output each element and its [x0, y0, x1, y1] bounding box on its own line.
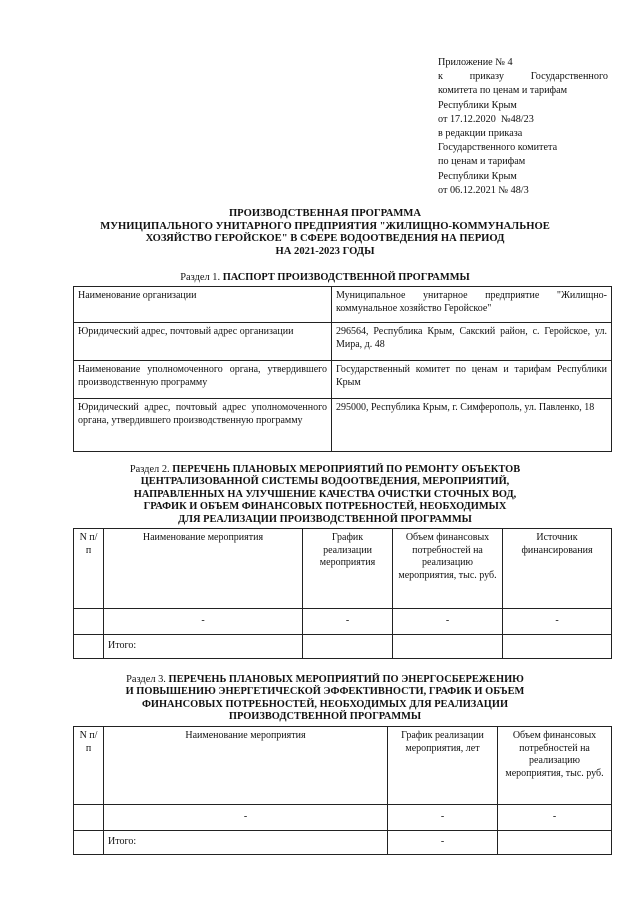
- header-cell: График реализации мероприятия, лет: [388, 727, 498, 805]
- table-cell: -: [503, 609, 612, 635]
- appendix-line: Приложение № 4: [438, 57, 513, 68]
- header-cell: График реализации мероприятия: [303, 529, 393, 609]
- section3-title: [40, 674, 610, 724]
- appendix-line: Республики Крым: [438, 99, 517, 111]
- appendix-line: Республики Крым: [438, 170, 517, 182]
- table-cell: [74, 635, 104, 659]
- appendix-line-justified: [438, 70, 608, 84]
- passport-label: Юридический адрес, почтовый адрес организации: [74, 323, 332, 361]
- appendix-line: от 06.12.2021 № 48/3: [438, 184, 529, 196]
- appendix-line: от 17.12.2020 №48/23: [438, 113, 534, 125]
- energy-measures-table: [73, 726, 612, 855]
- title-line: ХОЗЯЙСТВО ГЕРОЙСКОЕ" В СФЕРЕ ВОДООТВЕДЕНИЯ НА ПЕРИОД: [145, 233, 505, 245]
- table-cell: -: [498, 805, 612, 831]
- appendix-line: по ценам и тарифам: [438, 156, 526, 168]
- appendix-word: к: [438, 71, 443, 83]
- appendix-word: Государственного: [530, 71, 608, 83]
- document-title: [40, 208, 610, 258]
- table-header-row: [74, 727, 612, 805]
- table-total-row: [74, 635, 612, 659]
- table-row: [74, 399, 612, 452]
- total-value: -: [388, 831, 498, 855]
- section1-prefix: Раздел 1.: [180, 272, 221, 283]
- table-row: [74, 287, 612, 323]
- section1-heading: ПАСПОРТ ПРОИЗВОДСТВЕННОЙ ПРОГРАММЫ: [222, 272, 470, 283]
- total-label: Итого:: [104, 831, 388, 855]
- table-cell: [303, 635, 393, 659]
- appendix-line: в редакции приказа: [438, 128, 523, 140]
- table-cell: -: [388, 805, 498, 831]
- table-row: [74, 805, 612, 831]
- header-cell: N п/п: [74, 529, 104, 609]
- table-cell: -: [104, 805, 388, 831]
- header-cell: N п/п: [74, 727, 104, 805]
- section2-prefix: Раздел 2.: [129, 464, 170, 475]
- table-row: [74, 323, 612, 361]
- section1-title: [40, 272, 610, 284]
- table-cell: [74, 831, 104, 855]
- section3-title-line: ПРОИЗВОДСТВЕННОЙ ПРОГРАММЫ: [228, 711, 422, 723]
- appendix-word: приказу: [469, 71, 504, 83]
- table-cell: -: [104, 609, 303, 635]
- section3-heading: ПЕРЕЧЕНЬ ПЛАНОВЫХ МЕРОПРИЯТИЙ ПО ЭНЕРГОСБЕРЕЖЕНИЮ: [168, 674, 524, 685]
- section2-title-line: НАПРАВЛЕННЫХ НА УЛУЧШЕНИЕ КАЧЕСТВА ОЧИСТКИ СТОЧНЫХ ВОД,: [133, 488, 517, 500]
- section3-title-line: ФИНАНСОВЫХ ПОТРЕБНОСТЕЙ, НЕОБХОДИМЫХ ДЛЯ РЕАЛИЗАЦИИ: [141, 698, 509, 710]
- section3-title-line: [40, 674, 610, 686]
- table-row: [74, 361, 612, 399]
- section2-title-line: ГРАФИК И ОБЪЕМ ФИНАНСОВЫХ ПОТРЕБНОСТЕЙ, НЕОБХОДИМЫХ: [143, 501, 507, 513]
- section3-title-line: И ПОВЫШЕНИЮ ЭНЕРГЕТИЧЕСКОЙ ЭФФЕКТИВНОСТИ, ГРАФИК И ОБЪЕМ: [125, 686, 525, 698]
- table-total-row: [74, 831, 612, 855]
- passport-value: 295000, Республика Крым, г. Симферополь, ул. Павленко, 18: [332, 399, 612, 452]
- section3-prefix: Раздел 3.: [126, 674, 166, 685]
- appendix-line: Государственного комитета: [438, 142, 558, 154]
- passport-value: 296564, Республика Крым, Сакский район, с. Геройское, ул. Мира, д. 48: [332, 323, 612, 361]
- passport-value: Государственный комитет по ценам и тарифам Республики Крым: [332, 361, 612, 399]
- header-cell: Наименование мероприятия: [104, 727, 388, 805]
- section2-title: [40, 464, 610, 526]
- passport-label: Юридический адрес, почтовый адрес уполномоченного органа, утвердившего производственную программу: [74, 399, 332, 452]
- table-cell: [74, 805, 104, 831]
- repair-measures-table: [73, 528, 612, 659]
- passport-label: Наименование уполномоченного органа, утвердившего производственную программу: [74, 361, 332, 399]
- table-cell: -: [393, 609, 503, 635]
- title-line: ПРОИЗВОДСТВЕННАЯ ПРОГРАММА: [228, 208, 422, 219]
- header-cell: Объем финансовых потребностей на реализацию мероприятия, тыс. руб.: [393, 529, 503, 609]
- passport-table: [73, 286, 612, 452]
- table-cell: [503, 635, 612, 659]
- table-header-row: [74, 529, 612, 609]
- section2-title-line: [40, 464, 610, 476]
- passport-label: Наименование организации: [74, 287, 332, 323]
- table-cell: [393, 635, 503, 659]
- table-cell: [498, 831, 612, 855]
- total-label: Итого:: [104, 635, 303, 659]
- title-line: МУНИЦИПАЛЬНОГО УНИТАРНОГО ПРЕДПРИЯТИЯ "ЖИЛИЩНО-КОММУНАЛЬНОЕ: [100, 220, 550, 232]
- table-cell: -: [303, 609, 393, 635]
- header-cell: Наименование мероприятия: [104, 529, 303, 609]
- header-cell: Объем финансовых потребностей на реализацию мероприятия, тыс. руб.: [498, 727, 612, 805]
- section2-title-line: ЦЕНТРАЛИЗОВАННОЙ СИСТЕМЫ ВОДООТВЕДЕНИЯ, МЕРОПРИЯТИЙ,: [140, 476, 510, 488]
- header-cell: Источник финансирования: [503, 529, 612, 609]
- table-row: [74, 609, 612, 635]
- passport-value: Муниципальное унитарное предприятие "Жилищно-коммунальное хозяйство Геройское": [332, 287, 612, 323]
- appendix-line: комитета по ценам и тарифам: [438, 85, 568, 97]
- appendix-block: [438, 56, 608, 198]
- section2-title-line: ДЛЯ РЕАЛИЗАЦИИ ПРОИЗВОДСТВЕННОЙ ПРОГРАММЫ: [178, 513, 472, 525]
- section2-heading: ПЕРЕЧЕНЬ ПЛАНОВЫХ МЕРОПРИЯТИЙ ПО РЕМОНТУ ОБЪЕКТОВ: [172, 464, 521, 475]
- table-cell: [74, 609, 104, 635]
- title-line: НА 2021-2023 ГОДЫ: [275, 245, 375, 257]
